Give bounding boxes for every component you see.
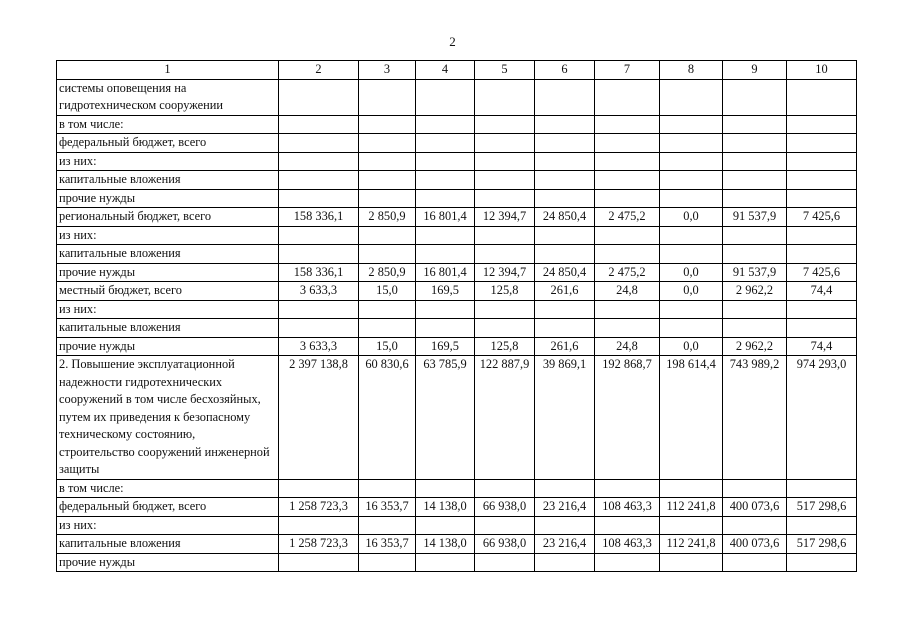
value-cell: 74,4 [787,337,857,356]
value-cell [359,245,416,264]
value-cell: 7 425,6 [787,263,857,282]
value-cell [359,171,416,190]
value-cell: 12 394,7 [475,263,535,282]
value-cell: 0,0 [660,282,723,301]
value-cell [279,189,359,208]
value-cell [660,152,723,171]
value-cell [475,300,535,319]
row-label: капитальные вложения [57,245,279,264]
value-cell: 91 537,9 [723,208,787,227]
value-cell [416,115,475,134]
table-row [57,300,857,319]
value-cell [595,479,660,498]
value-cell [416,479,475,498]
value-cell [535,553,595,572]
row-label: федеральный бюджет, всего [57,134,279,153]
value-cell: 39 869,1 [535,356,595,480]
value-cell [595,189,660,208]
value-cell [279,553,359,572]
row-label: прочие нужды [57,553,279,572]
value-cell [279,171,359,190]
value-cell [660,79,723,115]
row-label: в том числе: [57,479,279,498]
value-cell [535,189,595,208]
value-cell: 2 850,9 [359,263,416,282]
value-cell: 517 298,6 [787,535,857,554]
row-label: системы оповещения на гидротехническом сооружении [57,79,279,115]
value-cell [416,319,475,338]
row-label: прочие нужды [57,189,279,208]
value-cell: 3 633,3 [279,337,359,356]
value-cell: 2 850,9 [359,208,416,227]
value-cell: 24,8 [595,337,660,356]
value-cell [535,319,595,338]
value-cell: 0,0 [660,337,723,356]
value-cell [595,152,660,171]
column-header: 6 [535,61,595,80]
value-cell: 261,6 [535,337,595,356]
value-cell: 24 850,4 [535,263,595,282]
value-cell: 15,0 [359,282,416,301]
value-cell: 66 938,0 [475,498,535,517]
column-header: 7 [595,61,660,80]
value-cell [279,479,359,498]
column-header: 4 [416,61,475,80]
value-cell [595,134,660,153]
row-label: федеральный бюджет, всего [57,498,279,517]
row-label: прочие нужды [57,263,279,282]
value-cell [416,134,475,153]
value-cell [723,245,787,264]
value-cell: 12 394,7 [475,208,535,227]
value-cell [279,226,359,245]
value-cell [595,245,660,264]
row-label: в том числе: [57,115,279,134]
value-cell [723,134,787,153]
value-cell [723,319,787,338]
value-cell [787,189,857,208]
value-cell [475,115,535,134]
row-label: прочие нужды [57,337,279,356]
value-cell: 2 962,2 [723,337,787,356]
value-cell [279,245,359,264]
value-cell [359,319,416,338]
value-cell [279,319,359,338]
value-cell [595,516,660,535]
value-cell [416,300,475,319]
value-cell: 2 475,2 [595,263,660,282]
value-cell: 14 138,0 [416,498,475,517]
value-cell [416,245,475,264]
value-cell [359,189,416,208]
value-cell [475,79,535,115]
value-cell [787,226,857,245]
value-cell [595,300,660,319]
value-cell [475,152,535,171]
value-cell: 112 241,8 [660,498,723,517]
value-cell [359,226,416,245]
value-cell [787,152,857,171]
row-label: капитальные вложения [57,319,279,338]
table-row [57,498,857,517]
value-cell [279,115,359,134]
column-header: 3 [359,61,416,80]
value-cell: 108 463,3 [595,498,660,517]
value-cell: 158 336,1 [279,208,359,227]
value-cell [359,152,416,171]
value-cell [723,553,787,572]
value-cell [475,319,535,338]
value-cell [359,115,416,134]
value-cell [416,79,475,115]
table-row [57,263,857,282]
value-cell: 66 938,0 [475,535,535,554]
value-cell [475,516,535,535]
value-cell [535,479,595,498]
value-cell [660,319,723,338]
column-header: 2 [279,61,359,80]
budget-table [56,60,857,572]
value-cell [723,171,787,190]
value-cell [723,300,787,319]
value-cell: 974 293,0 [787,356,857,480]
value-cell [535,79,595,115]
value-cell [660,479,723,498]
value-cell [279,152,359,171]
table-row [57,189,857,208]
value-cell [416,189,475,208]
value-cell [723,152,787,171]
value-cell [595,319,660,338]
row-label: из них: [57,152,279,171]
value-cell: 517 298,6 [787,498,857,517]
value-cell [595,553,660,572]
value-cell: 112 241,8 [660,535,723,554]
table-row [57,319,857,338]
value-cell [416,226,475,245]
value-cell [660,553,723,572]
value-cell: 16 353,7 [359,535,416,554]
value-cell: 400 073,6 [723,498,787,517]
value-cell: 158 336,1 [279,263,359,282]
value-cell [416,553,475,572]
value-cell [660,115,723,134]
value-cell: 1 258 723,3 [279,535,359,554]
value-cell [660,516,723,535]
value-cell: 0,0 [660,263,723,282]
value-cell [787,115,857,134]
value-cell [723,189,787,208]
value-cell [279,79,359,115]
table-row [57,134,857,153]
row-label: из них: [57,300,279,319]
value-cell [279,134,359,153]
value-cell: 74,4 [787,282,857,301]
value-cell [475,134,535,153]
value-cell [279,516,359,535]
value-cell: 192 868,7 [595,356,660,480]
row-label: из них: [57,226,279,245]
value-cell [787,516,857,535]
value-cell [535,226,595,245]
value-cell [660,171,723,190]
value-cell: 122 887,9 [475,356,535,480]
value-cell [359,300,416,319]
table-row [57,356,857,480]
value-cell [787,479,857,498]
column-header: 10 [787,61,857,80]
table-row [57,152,857,171]
column-header: 9 [723,61,787,80]
value-cell [475,245,535,264]
table-row [57,479,857,498]
value-cell: 125,8 [475,282,535,301]
value-cell [787,319,857,338]
value-cell [723,516,787,535]
column-header: 1 [57,61,279,80]
value-cell: 16 801,4 [416,263,475,282]
value-cell: 16 801,4 [416,208,475,227]
value-cell [535,245,595,264]
value-cell [416,152,475,171]
value-cell [359,79,416,115]
value-cell: 125,8 [475,337,535,356]
table-row [57,337,857,356]
value-cell: 15,0 [359,337,416,356]
value-cell: 24,8 [595,282,660,301]
value-cell [359,516,416,535]
value-cell [416,171,475,190]
value-cell: 3 633,3 [279,282,359,301]
row-label: из них: [57,516,279,535]
value-cell: 91 537,9 [723,263,787,282]
value-cell [723,115,787,134]
value-cell: 261,6 [535,282,595,301]
value-cell: 14 138,0 [416,535,475,554]
value-cell [416,516,475,535]
value-cell [475,189,535,208]
value-cell [595,115,660,134]
table-row [57,79,857,115]
value-cell [535,516,595,535]
column-header: 5 [475,61,535,80]
table-row [57,208,857,227]
value-cell: 23 216,4 [535,498,595,517]
value-cell: 400 073,6 [723,535,787,554]
row-label: местный бюджет, всего [57,282,279,301]
value-cell [475,553,535,572]
value-cell [359,553,416,572]
row-label: капитальные вложения [57,535,279,554]
value-cell [535,115,595,134]
value-cell: 7 425,6 [787,208,857,227]
table-row [57,516,857,535]
value-cell [787,134,857,153]
value-cell [660,245,723,264]
value-cell [723,226,787,245]
row-label: 2. Повышение эксплуатационной надежности гидротехнических сооружений в том числе бесхозяйных, путем их приведения к безопасному техническому состоянию, строительство сооружений инженерной защиты [57,356,279,480]
value-cell [475,479,535,498]
value-cell: 169,5 [416,337,475,356]
value-cell: 2 475,2 [595,208,660,227]
value-cell [359,479,416,498]
value-cell [723,479,787,498]
table-row [57,553,857,572]
value-cell [787,245,857,264]
value-cell: 2 397 138,8 [279,356,359,480]
value-cell [535,300,595,319]
row-label: капитальные вложения [57,171,279,190]
value-cell [535,152,595,171]
value-cell [787,300,857,319]
value-cell [475,171,535,190]
value-cell: 108 463,3 [595,535,660,554]
value-cell: 169,5 [416,282,475,301]
value-cell: 60 830,6 [359,356,416,480]
value-cell: 198 614,4 [660,356,723,480]
value-cell [359,134,416,153]
value-cell [595,171,660,190]
value-cell [660,226,723,245]
table-row [57,245,857,264]
value-cell [660,300,723,319]
value-cell [595,79,660,115]
value-cell [595,226,660,245]
value-cell [787,171,857,190]
value-cell [660,134,723,153]
value-cell: 0,0 [660,208,723,227]
table-row [57,171,857,190]
page-number: 2 [449,34,456,49]
value-cell: 24 850,4 [535,208,595,227]
value-cell [723,79,787,115]
value-cell: 23 216,4 [535,535,595,554]
table-row [57,535,857,554]
table-row [57,226,857,245]
value-cell: 1 258 723,3 [279,498,359,517]
value-cell [535,134,595,153]
value-cell: 743 989,2 [723,356,787,480]
table-row [57,282,857,301]
value-cell [787,553,857,572]
column-header: 8 [660,61,723,80]
value-cell [660,189,723,208]
table-header-row [57,61,857,80]
value-cell: 63 785,9 [416,356,475,480]
value-cell [535,171,595,190]
table-row [57,115,857,134]
value-cell [475,226,535,245]
value-cell [279,300,359,319]
value-cell [787,79,857,115]
value-cell: 16 353,7 [359,498,416,517]
value-cell: 2 962,2 [723,282,787,301]
row-label: региональный бюджет, всего [57,208,279,227]
